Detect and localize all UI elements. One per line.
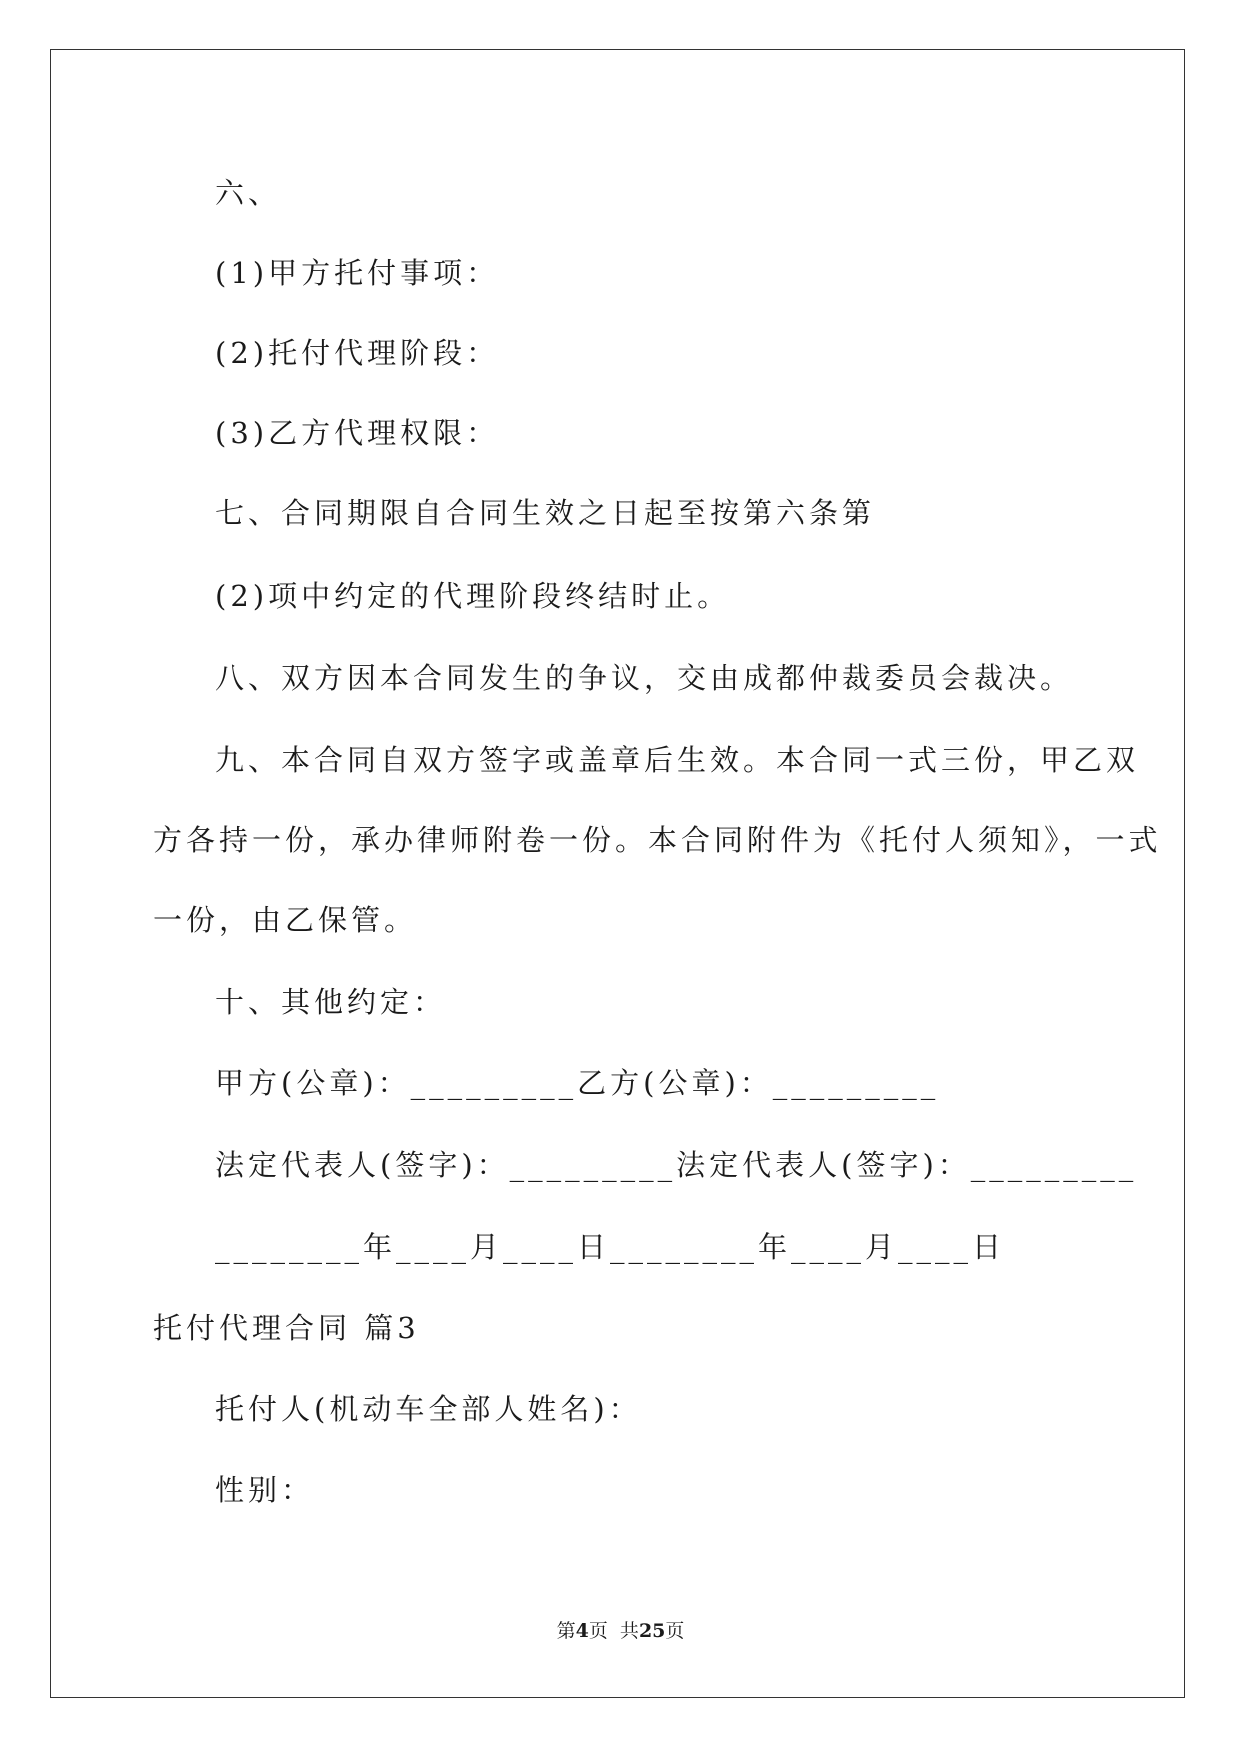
text-line: (1)甲方托付事项：	[215, 256, 500, 290]
page-footer	[0, 1616, 1241, 1643]
text-line: (3)乙方代理权限：	[215, 416, 500, 450]
text-line: 六、	[215, 176, 282, 210]
page-border	[50, 49, 1185, 1698]
text-line: (2)项中约定的代理阶段终结时止。	[215, 579, 731, 613]
text-line: 一份，由乙保管。	[153, 903, 418, 937]
footer-suffix: 页	[665, 1620, 685, 1642]
text-line: 性别：	[215, 1473, 315, 1507]
footer-mid: 页 共	[588, 1620, 639, 1642]
section-heading: 托付代理合同 篇3	[153, 1311, 420, 1345]
text-line: 方各持一份，承办律师附卷一份。本合同附件为《托付人须知》，一式	[153, 823, 1162, 857]
date-line: ________年____月____日________年____月____日	[215, 1230, 1006, 1264]
signature-line: 法定代表人(签字)：_________法定代表人(签字)：_________	[215, 1148, 1138, 1182]
page-total: 25	[638, 1620, 666, 1642]
text-line: 九、本合同自双方签字或盖章后生效。本合同一式三份，甲乙双	[215, 743, 1140, 777]
text-line: 托付人(机动车全部人姓名)：	[215, 1392, 642, 1426]
signature-line: 甲方(公章)：_________乙方(公章)：_________	[215, 1066, 940, 1100]
text-line: (2)托付代理阶段：	[215, 336, 500, 370]
footer-prefix: 第	[556, 1620, 576, 1642]
text-line: 八、双方因本合同发生的争议，交由成都仲裁委员会裁决。	[215, 661, 1074, 695]
page-number: 4	[575, 1620, 589, 1642]
text-line: 七、合同期限自合同生效之日起至按第六条第	[215, 496, 876, 530]
text-line: 十、其他约定：	[215, 985, 447, 1019]
